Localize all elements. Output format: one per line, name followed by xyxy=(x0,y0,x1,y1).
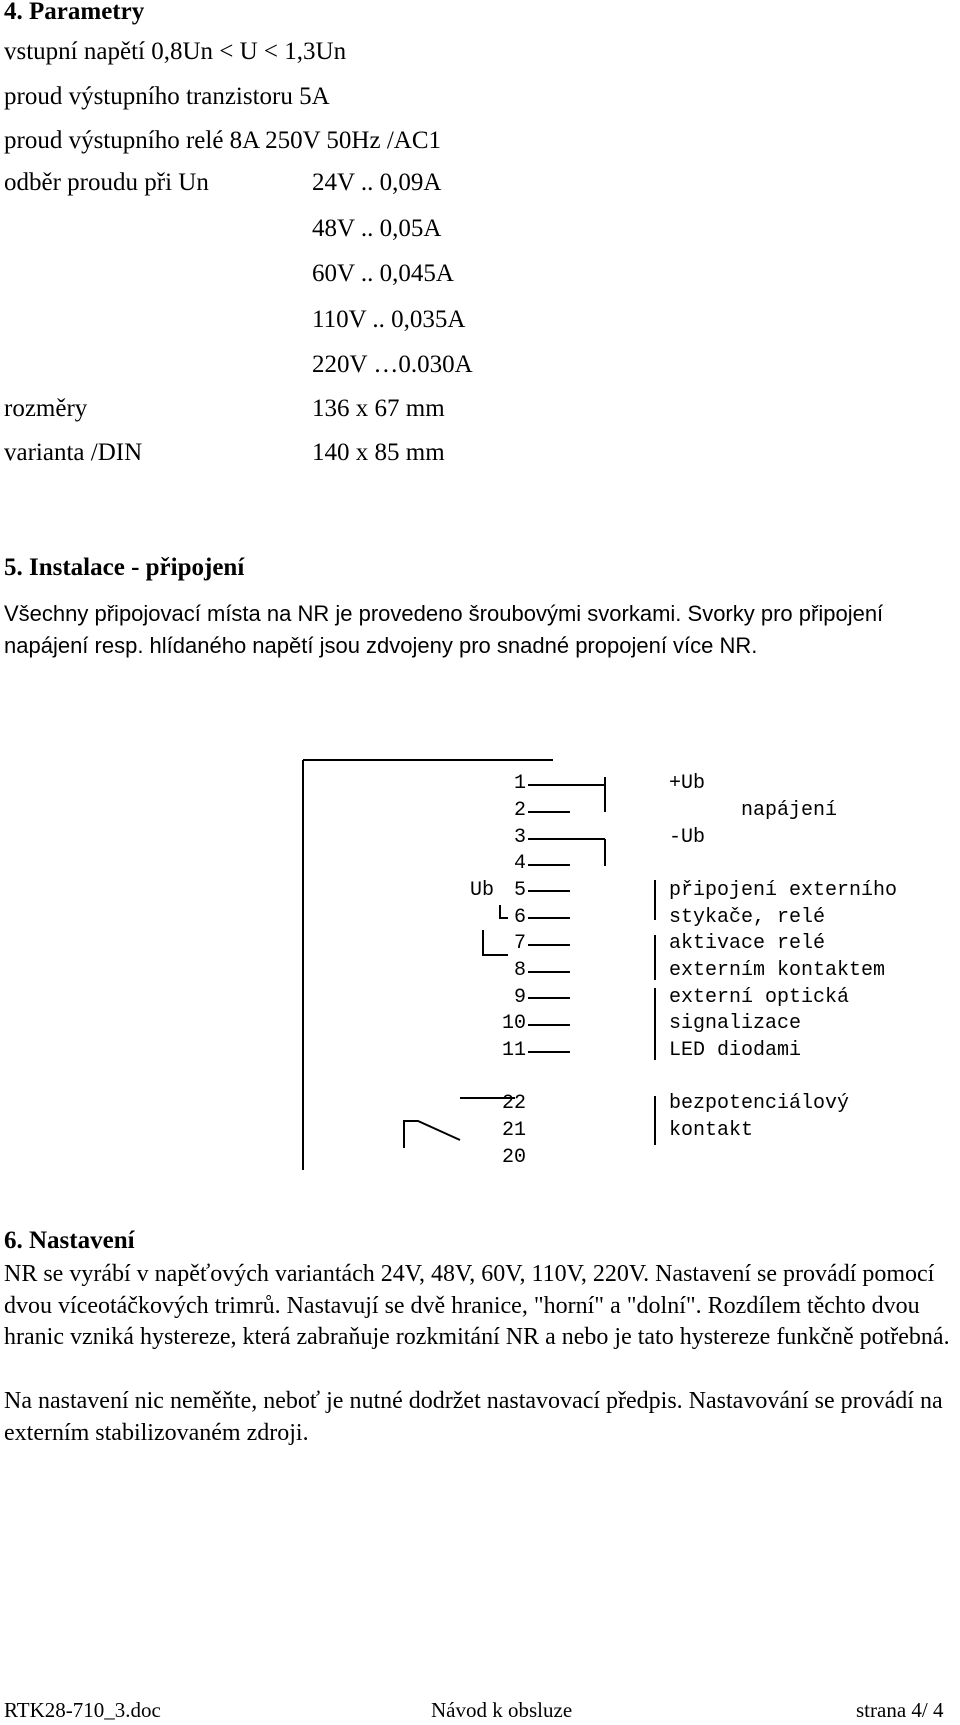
optical-label: externí optická xyxy=(669,986,850,1009)
din-label: varianta /DIN xyxy=(4,439,143,466)
dimensions-value: 136 x 67 mm xyxy=(312,395,445,422)
terminal-number: 11 xyxy=(501,1039,526,1062)
relay-terminal-number: 20 xyxy=(501,1146,526,1169)
optical-label: signalizace xyxy=(669,1012,802,1035)
relay-current-line: proud výstupního relé 8A 250V 50Hz /AC1 xyxy=(4,127,442,154)
installation-paragraph: Všechny připojovací místa na NR je provedeno šroubovými svorkami. Svorky pro připojení napájení resp. hlídaného napětí jsou zdvojeny pro snadné propojení více NR. xyxy=(4,601,884,658)
consumption-label: odběr proudu při Un xyxy=(4,169,209,196)
terminal-number: 9 xyxy=(513,986,526,1009)
dimensions-label: rozměry xyxy=(4,395,88,422)
terminal-number: 7 xyxy=(513,932,526,955)
din-value: 140 x 85 mm xyxy=(312,439,445,466)
footer-doc-name: RTK28-710_3.doc xyxy=(4,1698,161,1722)
settings-paragraph-1: NR se vyrábí v napěťových variantách 24V, 48V, 60V, 110V, 220V. Nastavení se provádí pomocí dvou víceotáčkových trimrů. Nastavují se dvě hranice, "horní" a "dolní". Rozdílem těchto dvou hranic vzniká hystereze, která zabraňuje rozkmitání NR a nebo je tato hystereze funkčně potřebná. xyxy=(4,1261,950,1351)
terminal-number: 2 xyxy=(513,799,526,822)
section-5-heading: 5. Instalace - připojení xyxy=(4,554,245,581)
terminal-number: 5 xyxy=(513,879,526,902)
optical-label: LED diodami xyxy=(669,1039,802,1062)
terminal-number: 3 xyxy=(513,826,526,849)
supply-label: napájení xyxy=(741,799,838,822)
footer-page-number: strana 4/ 4 xyxy=(856,1698,944,1722)
relay-contact-label: kontakt xyxy=(669,1119,754,1142)
activation-label: aktivace relé xyxy=(669,932,826,955)
ub-label: Ub xyxy=(470,879,495,902)
consumption-value: 220V …0.030A xyxy=(312,351,473,378)
relay-contact-symbol xyxy=(404,1121,460,1148)
relay-contact-label: bezpotenciálový xyxy=(669,1092,850,1115)
section-6-heading: 6. Nastavení xyxy=(4,1227,135,1254)
footer-title: Návod k obsluze xyxy=(431,1698,573,1722)
activation-label: externím kontaktem xyxy=(669,959,886,982)
consumption-value: 60V .. 0,045A xyxy=(312,260,454,287)
terminal-number: 1 xyxy=(513,772,526,795)
consumption-value: 110V .. 0,035A xyxy=(312,306,466,333)
consumption-value: 48V .. 0,05A xyxy=(312,215,442,242)
consumption-value: 24V .. 0,09A xyxy=(312,169,442,196)
minus-ub-label: -Ub xyxy=(669,826,706,849)
terminal-number: 6 xyxy=(513,906,526,929)
settings-paragraph-2: Na nastavení nic neměňte, neboť je nutné dodržet nastavovací předpis. Nastavování se provádí na externím stabilizovaném zdroji. xyxy=(4,1388,943,1446)
terminal-number: 8 xyxy=(513,959,526,982)
contactor-label: stykače, relé xyxy=(669,906,826,929)
terminal-number: 4 xyxy=(513,852,526,875)
input-voltage-line: vstupní napětí 0,8Un < U < 1,3Un xyxy=(4,38,347,65)
relay-terminal-number: 21 xyxy=(501,1119,526,1142)
section-4-heading: 4. Parametry xyxy=(4,0,145,25)
terminal-number: 10 xyxy=(501,1012,526,1035)
relay-terminal-number: 22 xyxy=(501,1092,526,1115)
plus-ub-label: +Ub xyxy=(669,772,706,795)
contactor-label: připojení externího xyxy=(669,879,898,902)
transistor-current-line: proud výstupního tranzistoru 5A xyxy=(4,83,330,110)
